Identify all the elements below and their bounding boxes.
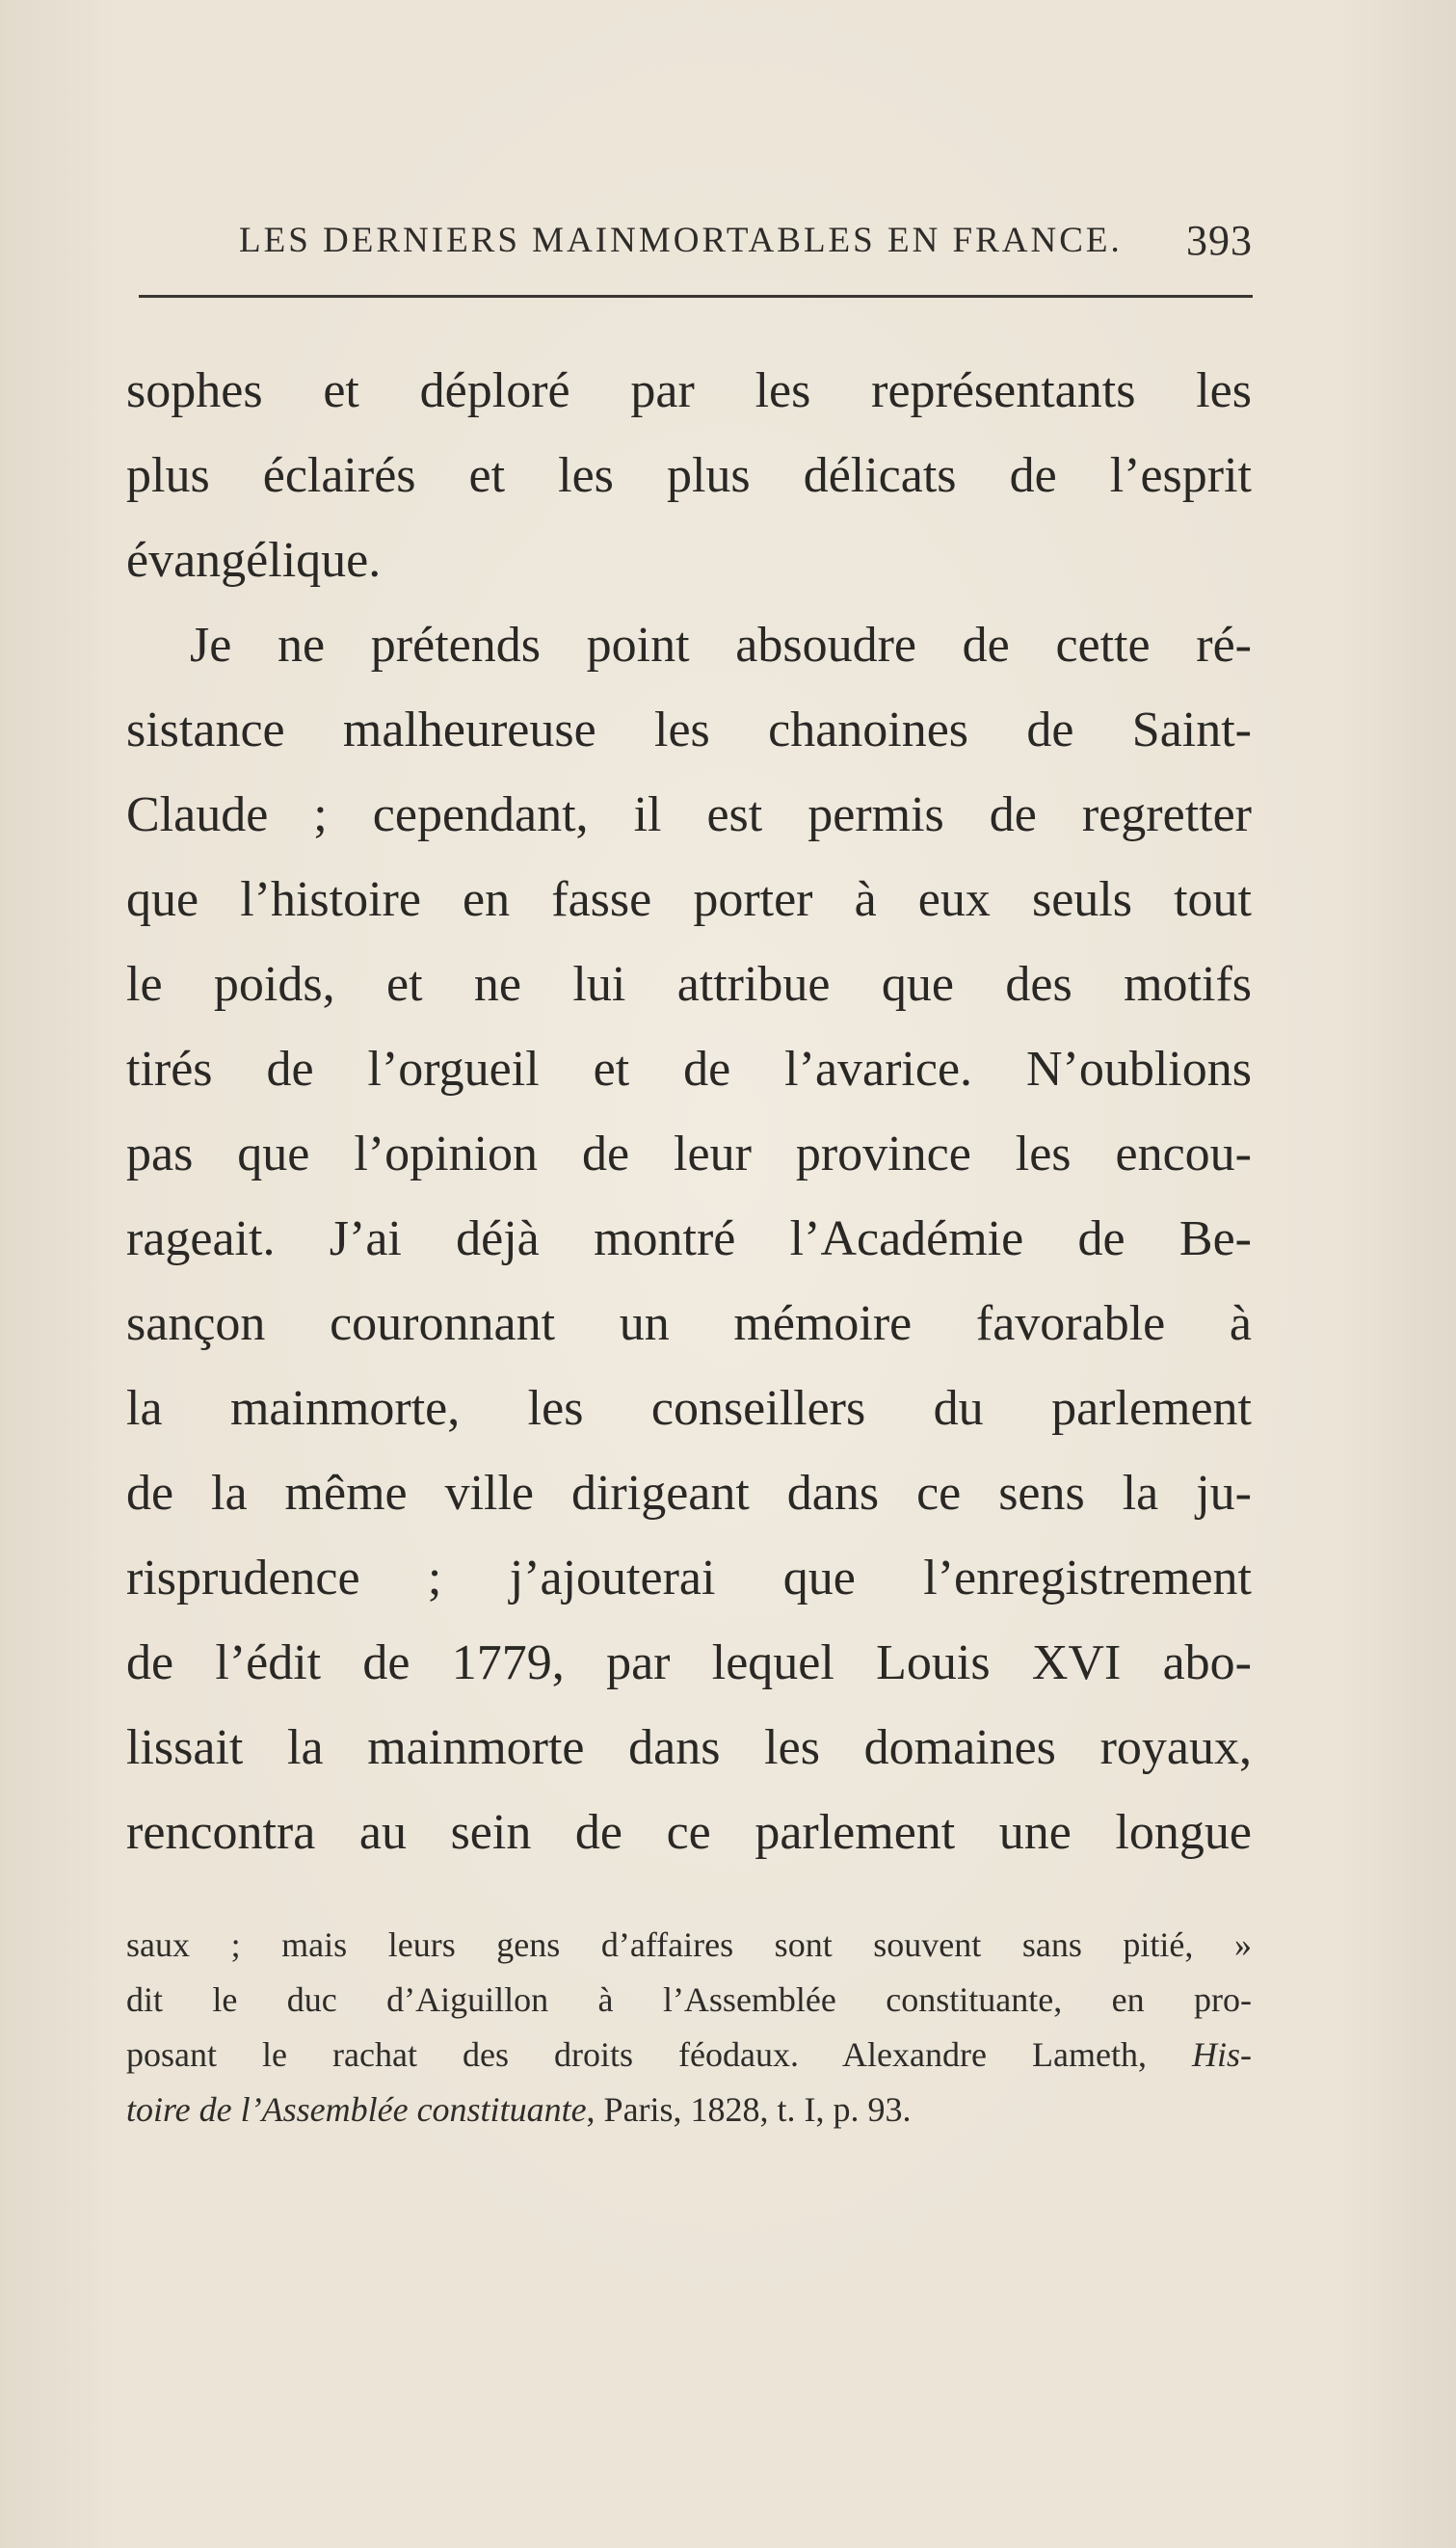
text-line: tirés de l’orgueil et de l’avarice. N’oublions: [126, 1042, 1252, 1097]
text-line: de la même ville dirigeant dans ce sens la ju-: [126, 1466, 1252, 1521]
text-line: Claude ; cependant, il est permis de regretter: [126, 787, 1252, 842]
body-text: [126, 349, 1252, 1875]
text-line: sophes et déploré par les représentants les: [126, 363, 1252, 418]
footnote-text: , Paris, 1828, t. I, p. 93.: [586, 2090, 912, 2129]
running-title: LES DERNIERS MAINMORTABLES EN FRANCE.: [239, 221, 1123, 260]
text-line: de l’édit de 1779, par lequel Louis XVI abo-: [126, 1635, 1252, 1690]
text-line: rencontra au sein de ce parlement une longue: [126, 1805, 1252, 1860]
footnote-italic-title: His-: [1192, 2035, 1252, 2074]
footnote-line: dit le duc d’Aiguillon à l’Assemblée constituante, en pro-: [126, 1980, 1252, 2019]
text-line: le poids, et ne lui attribue que des motifs: [126, 957, 1252, 1012]
text-line: sançon couronnant un mémoire favorable à: [126, 1296, 1252, 1351]
footnote-text: posant le rachat des droits féodaux. Alexandre Lameth,: [126, 2035, 1192, 2074]
text-line: évangélique.: [126, 533, 382, 588]
text-line: pas que l’opinion de leur province les encou-: [126, 1127, 1252, 1181]
footnote-line: [126, 2028, 1252, 2083]
text-line: plus éclairés et les plus délicats de l’esprit: [126, 448, 1252, 503]
footnote-line: saux ; mais leurs gens d’affaires sont souvent sans pitié, »: [126, 1925, 1252, 1964]
footnote: [126, 1918, 1252, 2137]
text-line: que l’histoire en fasse porter à eux seuls tout: [126, 872, 1252, 927]
header-rule: [139, 295, 1253, 298]
page-number: 393: [1186, 217, 1253, 264]
text-line: la mainmorte, les conseillers du parlement: [126, 1381, 1252, 1436]
text-line: risprudence ; j’ajouterai que l’enregistrement: [126, 1551, 1252, 1606]
text-line: rageait. J’ai déjà montré l’Académie de Be-: [126, 1211, 1252, 1266]
text-line: lissait la mainmorte dans les domaines royaux,: [126, 1720, 1252, 1775]
footnote-line: [126, 2083, 1252, 2137]
running-head: [239, 217, 1253, 270]
footnote-italic-title: toire de l’Assemblée constituante: [126, 2090, 587, 2129]
text-line: sistance malheureuse les chanoines de Saint-: [126, 703, 1252, 757]
text-line: Je ne prétends point absoudre de cette ré-: [190, 618, 1252, 673]
